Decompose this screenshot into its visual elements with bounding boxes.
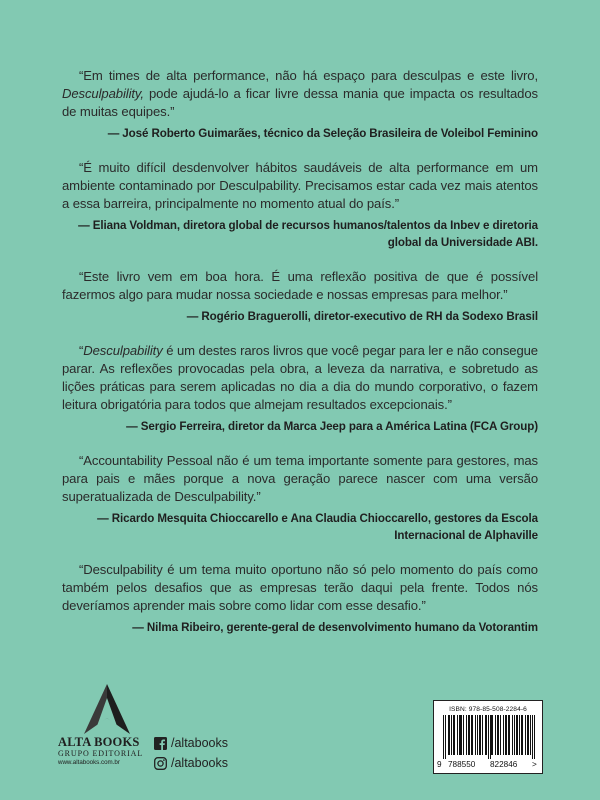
facebook-icon bbox=[154, 737, 167, 750]
isbn-label: ISBN: 978-85-508-2284-6 bbox=[449, 706, 527, 713]
testimonial-author: — José Roberto Guimarães, técnico da Seleção Brasileira de Voleibol Feminino bbox=[107, 127, 538, 140]
quote-text: é um destes raros livros que você pegar para ler e não consegue parar. As reflexões provocadas pela obra, a leveza da narrativa, e sobretudo as lições práticas para serem aplicadas no dia a dia do mundo corporativo, o fazem leitura obrigatória para todos que almejam resultados excepcionais.” bbox=[62, 343, 538, 412]
barcode-digits-right: 822846 bbox=[490, 760, 518, 769]
testimonial bbox=[62, 268, 538, 325]
publisher-name: ALTA BOOKS bbox=[58, 735, 140, 749]
testimonial-quote bbox=[62, 452, 538, 506]
testimonials bbox=[62, 67, 538, 653]
testimonial bbox=[62, 342, 538, 435]
quote-italic-text: Desculpability, bbox=[62, 86, 144, 101]
quote-text: “Desculpability é um tema muito oportuno não só pelo momento do país como também pelos desafios que as empresas terão daqui pela frente. Todos nós deveríamos aprender mais sobre como lidar com esse desafio.” bbox=[62, 562, 538, 613]
testimonial bbox=[62, 159, 538, 251]
testimonial bbox=[62, 561, 538, 636]
quote-text: pode ajudá-lo a ficar livre dessa mania que impacta os resultados de muitas equipes.” bbox=[62, 86, 538, 119]
testimonial bbox=[62, 67, 538, 142]
social-links bbox=[154, 734, 228, 774]
testimonial-quote bbox=[62, 561, 538, 615]
publisher-subtitle: GRUPO EDITORIAL bbox=[58, 749, 144, 758]
alta-books-triangle-icon bbox=[84, 684, 130, 734]
instagram-link[interactable] bbox=[154, 754, 228, 772]
instagram-icon bbox=[154, 757, 167, 770]
isbn-barcode-box bbox=[433, 700, 543, 774]
instagram-handle: /altabooks bbox=[171, 756, 228, 770]
facebook-link[interactable] bbox=[154, 734, 228, 752]
testimonial-author: — Rogério Braguerolli, diretor-executivo de RH da Sodexo Brasil bbox=[186, 310, 538, 323]
publisher-website: www.altabooks.com.br bbox=[58, 759, 120, 766]
quote-text: “ bbox=[79, 343, 84, 358]
testimonial-author: — Eliana Voldman, diretora global de recursos humanos/talentos da Inbev e diretoria global da Universidade ABI. bbox=[78, 219, 538, 249]
quote-text: “Accountability Pessoal não é um tema importante somente para gestores, mas para pais e mães porque a nova geração parece nascer com uma versão superatualizada de Desculpability.” bbox=[62, 453, 538, 504]
barcode-digits-left: 788550 bbox=[448, 760, 476, 769]
quote-italic-text: Desculpability bbox=[83, 343, 163, 358]
quote-text: “Em times de alta performance, não há espaço para desculpas e este livro, bbox=[79, 68, 538, 83]
barcode-digit-first: 9 bbox=[437, 760, 442, 769]
barcode-digits-tail: > bbox=[532, 760, 537, 769]
testimonial-quote bbox=[62, 268, 538, 304]
testimonial-quote bbox=[62, 67, 538, 121]
quote-text: “Este livro vem em boa hora. É uma reflexão positiva de que é possível fazermos algo para mudar nossa sociedade e nossas empresas para melhor.” bbox=[62, 269, 538, 302]
testimonial bbox=[62, 452, 538, 544]
testimonial-quote bbox=[62, 159, 538, 213]
publisher-logo bbox=[58, 684, 158, 766]
quote-text: “É muito difícil desdenvolver hábitos saudáveis de alta performance em um ambiente contaminado por Desculpability. Precisamos estar cada vez mais atentos a essa barreira, principalmente no momento atual do país.” bbox=[62, 160, 538, 211]
testimonial-quote bbox=[62, 342, 538, 414]
facebook-handle: /altabooks bbox=[171, 736, 228, 750]
testimonial-author: — Sergio Ferreira, diretor da Marca Jeep para a América Latina (FCA Group) bbox=[126, 420, 538, 433]
barcode-icon bbox=[441, 715, 535, 759]
testimonial-author: — Ricardo Mesquita Chioccarello e Ana Claudia Chioccarello, gestores da Escola Internacional de Alphaville bbox=[97, 512, 538, 542]
testimonial-author: — Nilma Ribeiro, gerente-geral de desenvolvimento humano da Votorantim bbox=[132, 621, 538, 634]
